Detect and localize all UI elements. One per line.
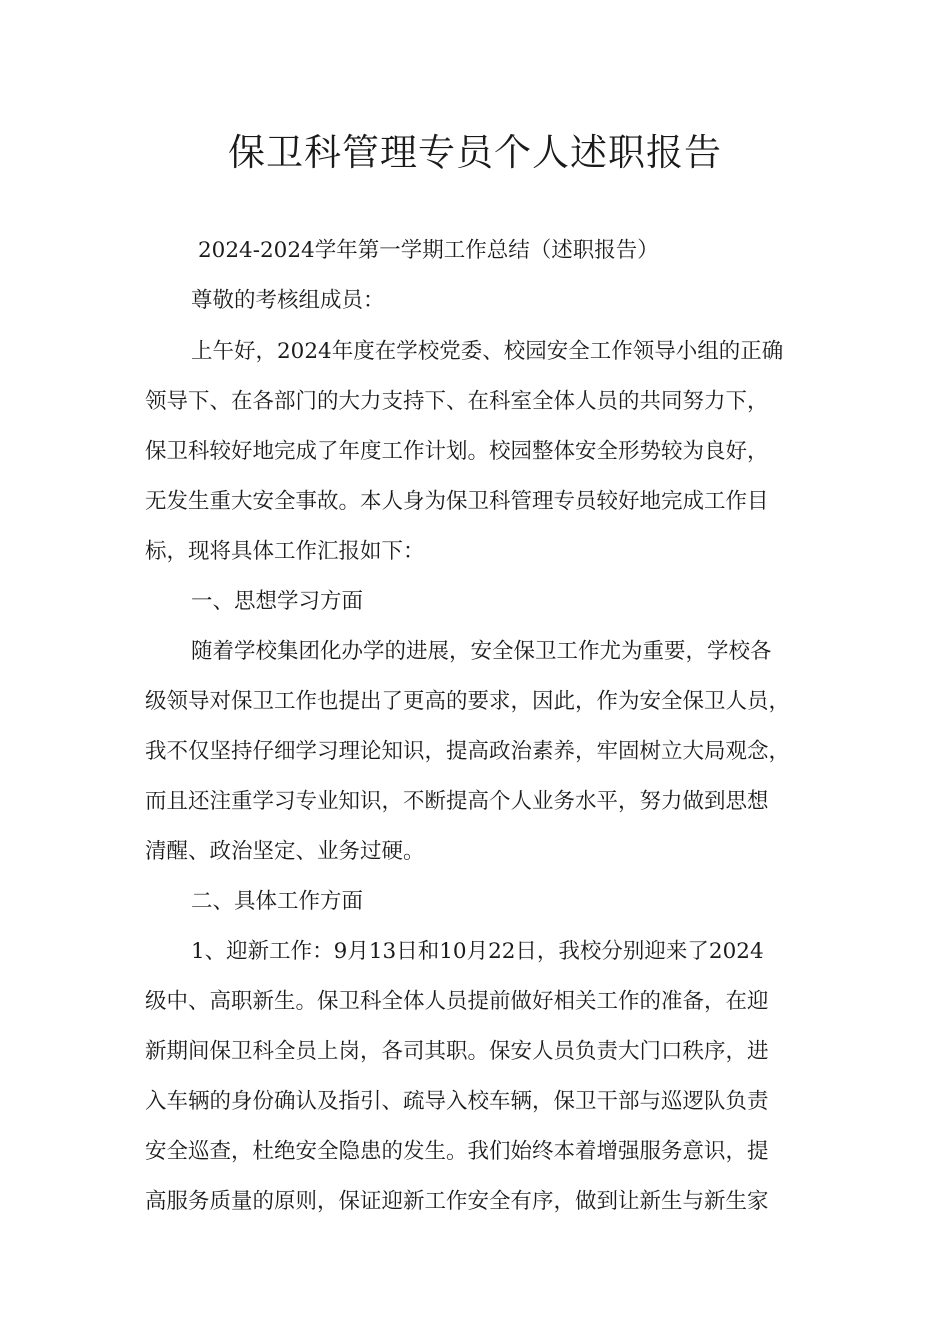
body-line: 1、迎新工作：9月13日和10月22日，我校分别迎来了2024 xyxy=(191,939,764,964)
body-line: 无发生重大安全事故。本人身为保卫科管理专员较好地完成工作目 xyxy=(145,489,769,514)
body-line: 上午好，2024年度在学校党委、校园安全工作领导小组的正确 xyxy=(191,339,784,364)
body-line: 级领导对保卫工作也提出了更高的要求，因此，作为安全保卫人员， xyxy=(145,689,791,714)
body-line: 高服务质量的原则，保证迎新工作安全有序，做到让新生与新生家 xyxy=(145,1189,769,1214)
body-line: 级中、高职新生。保卫科全体人员提前做好相关工作的准备，在迎 xyxy=(145,989,769,1014)
body-line: 清醒、政治坚定、业务过硬。 xyxy=(145,839,425,864)
body-line: 我不仅坚持仔细学习理论知识，提高政治素养，牢固树立大局观念， xyxy=(145,739,791,764)
section-heading: 二、具体工作方面 xyxy=(191,889,364,914)
body-line: 领导下、在各部门的大力支持下、在科室全体人员的共同努力下， xyxy=(145,389,769,414)
subtitle-line: 2024-2024学年第一学期工作总结（述职报告） xyxy=(198,238,659,263)
body-line: 新期间保卫科全员上岗，各司其职。保安人员负责大门口秩序，进 xyxy=(145,1039,769,1064)
body-line: 标，现将具体工作汇报如下： xyxy=(145,539,425,564)
body-line: 而且还注重学习专业知识，不断提高个人业务水平，努力做到思想 xyxy=(145,789,769,814)
body-line: 入车辆的身份确认及指引、疏导入校车辆，保卫干部与巡逻队负责 xyxy=(145,1089,769,1114)
body-line: 安全巡查，杜绝安全隐患的发生。我们始终本着增强服务意识，提 xyxy=(145,1139,769,1164)
section-heading: 一、思想学习方面 xyxy=(191,589,364,614)
salutation-line: 尊敬的考核组成员： xyxy=(191,288,385,313)
document-title: 保卫科管理专员个人述职报告 xyxy=(228,131,722,174)
body-line: 保卫科较好地完成了年度工作计划。校园整体安全形势较为良好， xyxy=(145,439,769,464)
body-line: 随着学校集团化办学的进展，安全保卫工作尤为重要，学校各 xyxy=(191,639,772,664)
